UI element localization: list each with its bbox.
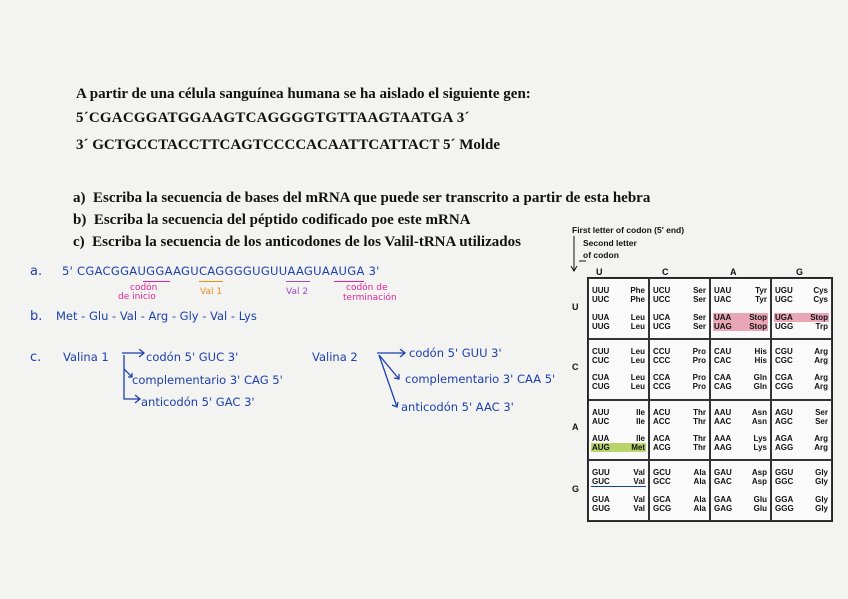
amino-acid-text: Ser xyxy=(693,295,706,305)
codon-row xyxy=(713,495,768,504)
amino-acid-text: Glu xyxy=(753,494,767,504)
codon-cell xyxy=(710,278,771,339)
codon-cell xyxy=(771,278,832,339)
codon-cell xyxy=(588,278,649,339)
codon-pair xyxy=(774,495,829,513)
table-title: First letter of codon (5' end) xyxy=(572,225,685,235)
codon-cell xyxy=(771,400,832,461)
amino-acid-text: Ala xyxy=(693,494,706,504)
codon-text: CCA xyxy=(653,373,671,383)
codon-text: GUA xyxy=(592,495,610,505)
codon-pair xyxy=(713,434,768,452)
codon-row xyxy=(713,347,768,356)
amino-acid-text: Leu xyxy=(630,312,645,322)
codon-text: CUU xyxy=(592,346,610,356)
amino-acid-text: Stop xyxy=(749,321,767,331)
question-a xyxy=(73,190,650,207)
codon-text: AAU xyxy=(714,407,732,417)
codon-text: ACC xyxy=(653,416,671,426)
codon-row xyxy=(591,417,646,426)
amino-acid-text: Val xyxy=(633,495,645,505)
question-a-letter: a) xyxy=(73,190,86,206)
codon-text: CCC xyxy=(653,355,671,365)
codon-text: CCG xyxy=(653,382,671,392)
codon-pair xyxy=(774,434,829,452)
amino-acid-text: Pro xyxy=(692,382,706,392)
codon-pair xyxy=(774,347,829,365)
codon-row xyxy=(652,408,707,417)
question-c xyxy=(73,234,521,251)
codon-pair xyxy=(591,468,646,487)
amino-acid-text: Thr xyxy=(693,407,706,417)
codon-text: CAA xyxy=(714,373,732,383)
codon-cell xyxy=(649,400,710,461)
amino-acid-text: Leu xyxy=(630,373,645,383)
col-letter-g: G xyxy=(796,267,804,277)
codon-row xyxy=(713,373,768,382)
codon-row xyxy=(774,477,829,486)
val2-label: Val 2 xyxy=(286,287,309,297)
answer-a-mrna: 5' CGACGGAUGGAAGUCAGGGGUGUUAAGUAAUGA 3' xyxy=(62,264,380,278)
codon-row xyxy=(713,313,768,322)
codon-text: UCU xyxy=(653,286,671,296)
codon-row xyxy=(591,286,646,295)
codon-pair xyxy=(774,408,829,426)
codon-row xyxy=(774,417,829,426)
valina2-complementario: complementario 3' CAA 5' xyxy=(405,372,556,386)
codon-text: CCU xyxy=(653,346,671,356)
codon-pair xyxy=(774,468,829,486)
amino-acid-text: Pro xyxy=(692,373,706,383)
codon-row xyxy=(652,373,707,382)
codon-row xyxy=(774,495,829,504)
amino-acid-text: Val xyxy=(633,504,645,514)
codon-text: UGU xyxy=(775,286,793,296)
question-b xyxy=(73,212,470,229)
codon-row xyxy=(652,322,707,331)
val2-bracket xyxy=(286,281,310,282)
codon-text: AUA xyxy=(592,434,610,444)
amino-acid-text: Ser xyxy=(815,416,828,426)
codon-text: GCG xyxy=(653,503,672,513)
codon-row xyxy=(774,382,829,391)
codon-text: ACA xyxy=(653,434,671,444)
codon-row xyxy=(591,373,646,382)
codon-table xyxy=(587,277,833,522)
amino-acid-text: Ser xyxy=(693,286,706,296)
answer-b-label: b. xyxy=(30,309,43,324)
amino-acid-text: Lys xyxy=(753,443,767,453)
codon-row xyxy=(713,468,768,477)
codon-row xyxy=(774,322,829,331)
amino-acid-text: Leu xyxy=(630,355,645,365)
amino-acid-text: Leu xyxy=(630,346,645,356)
codon-text: UUU xyxy=(592,286,610,296)
codon-row xyxy=(713,295,768,304)
amino-acid-text: Leu xyxy=(630,382,645,392)
codon-text: CAC xyxy=(714,355,732,365)
row-letter-g: G xyxy=(572,484,580,494)
amino-acid-text: Ala xyxy=(693,477,706,487)
codon-row xyxy=(591,495,646,504)
amino-acid-text: Arg xyxy=(814,382,828,392)
codon-cell xyxy=(771,460,832,521)
codon-text: CAG xyxy=(714,382,732,392)
codon-text: CUG xyxy=(592,382,610,392)
valina1-label: Valina 1 xyxy=(63,350,109,364)
valina2-codon: codón 5' GUU 3' xyxy=(409,346,502,360)
amino-acid-text: Ser xyxy=(693,312,706,322)
codon-text: ACG xyxy=(653,443,671,453)
amino-acid-text: Ile xyxy=(636,434,645,444)
codon-cell xyxy=(710,460,771,521)
valina2-anticodon: anticodón 5' AAC 3' xyxy=(401,400,514,414)
codon-text: UAC xyxy=(714,295,732,305)
codon-cell xyxy=(710,400,771,461)
codon-pair xyxy=(774,373,829,391)
question-c-text: Escriba la secuencia de los anticodones de los Valil-tRNA utilizados xyxy=(92,234,521,250)
codon-row xyxy=(713,408,768,417)
codon-text: GGG xyxy=(775,503,794,513)
codon-text: UGC xyxy=(775,295,793,305)
codon-row xyxy=(713,477,768,486)
amino-acid-text: Trp xyxy=(815,321,828,331)
codon-row xyxy=(591,408,646,417)
codon-text: UCA xyxy=(653,312,671,322)
codon-row xyxy=(713,504,768,513)
coding-strand: 5´CGACGGATGGAAGTCAGGGGTGTTAAGTAATGA 3´ xyxy=(76,110,470,126)
codon-row xyxy=(591,322,646,331)
codon-row xyxy=(652,443,707,452)
codon-text: GUU xyxy=(592,468,610,478)
codon-text: GCU xyxy=(653,468,671,478)
codon-row xyxy=(713,443,768,452)
codon-text: UUA xyxy=(592,312,610,322)
codon-term-label-2: terminación xyxy=(343,293,397,303)
codon-text: UGA xyxy=(775,312,793,322)
amino-acid-text: Val xyxy=(633,477,645,487)
codon-row xyxy=(774,504,829,513)
codon-text: GUC xyxy=(592,477,610,487)
codon-pair xyxy=(652,468,707,486)
codon-text: AGA xyxy=(775,434,793,444)
codon-text: GUG xyxy=(592,504,611,514)
codon-cell xyxy=(771,339,832,400)
codon-pair xyxy=(713,286,768,304)
amino-acid-text: Cys xyxy=(813,295,828,305)
codon-row xyxy=(713,322,768,331)
codon-text: UAG xyxy=(714,321,732,331)
codon-row xyxy=(774,356,829,365)
codon-row xyxy=(591,382,646,391)
codon-text: CGA xyxy=(775,373,793,383)
codon-text: AUG xyxy=(592,443,610,453)
amino-acid-text: Gly xyxy=(815,468,828,478)
codon-pair xyxy=(713,347,768,365)
codon-row xyxy=(713,417,768,426)
codon-text: GAA xyxy=(714,494,732,504)
codon-text: GCC xyxy=(653,477,671,487)
codon-text: ACU xyxy=(653,407,671,417)
codon-row xyxy=(652,382,707,391)
codon-text: AAG xyxy=(714,443,732,453)
codon-text: AUU xyxy=(592,407,610,417)
amino-acid-text: Asp xyxy=(751,477,767,487)
codon-text: GAU xyxy=(714,468,732,478)
codon-row xyxy=(774,286,829,295)
amino-acid-text: Thr xyxy=(693,443,706,453)
codon-pair xyxy=(652,286,707,304)
amino-acid-text: Asn xyxy=(751,416,767,426)
codon-cell xyxy=(588,460,649,521)
amino-acid-text: His xyxy=(754,346,767,356)
valina1-complementario: complementario 3' CAG 5' xyxy=(132,373,283,387)
codon-text: AUC xyxy=(592,416,610,426)
codon-text: CGC xyxy=(775,355,793,365)
codon-pair xyxy=(774,313,829,331)
intro-text: A partir de una célula sanguínea humana se ha aislado el siguiente gen: xyxy=(76,86,531,102)
amino-acid-text: Phe xyxy=(630,295,645,305)
codon-pair xyxy=(591,286,646,304)
codon-pair xyxy=(774,286,829,304)
amino-acid-text: Pro xyxy=(692,346,706,356)
codon-pair xyxy=(591,373,646,391)
amino-acid-text: Glu xyxy=(753,503,767,513)
codon-text: AGC xyxy=(775,416,793,426)
codon-row xyxy=(652,286,707,295)
valina1-codon: codón 5' GUC 3' xyxy=(146,350,239,364)
codon-pair xyxy=(652,408,707,426)
col-letter-c: C xyxy=(662,267,669,277)
stop-codon-bracket xyxy=(334,281,364,282)
codon-row xyxy=(591,477,646,487)
codon-text: UGG xyxy=(775,321,794,331)
codon-cell xyxy=(588,400,649,461)
amino-acid-text: Cys xyxy=(813,286,828,296)
codon-pair xyxy=(652,373,707,391)
codon-row xyxy=(591,356,646,365)
codon-pair xyxy=(713,408,768,426)
amino-acid-text: Asp xyxy=(751,468,767,478)
codon-text: UUC xyxy=(592,295,610,305)
val1-bracket xyxy=(199,281,223,282)
amino-acid-text: Ser xyxy=(693,321,706,331)
codon-row xyxy=(652,313,707,322)
amino-acid-text: Arg xyxy=(814,443,828,453)
codon-text: CUA xyxy=(592,373,610,383)
codon-pair xyxy=(591,434,646,452)
codon-row xyxy=(591,295,646,304)
valina2-label: Valina 2 xyxy=(312,350,358,364)
amino-acid-text: Gly xyxy=(815,477,828,487)
codon-text: AGU xyxy=(775,407,793,417)
question-c-letter: c) xyxy=(73,234,85,250)
codon-text: GAC xyxy=(714,477,732,487)
codon-text: GAG xyxy=(714,503,733,513)
codon-cell xyxy=(649,339,710,400)
amino-acid-text: Thr xyxy=(693,434,706,444)
codon-row xyxy=(652,417,707,426)
table-axis-arrows xyxy=(570,236,588,276)
col-letter-a: A xyxy=(730,267,737,277)
amino-acid-text: Val xyxy=(633,468,645,478)
codon-pair xyxy=(713,313,768,331)
codon-row xyxy=(652,477,707,486)
codon-pair xyxy=(591,313,646,331)
amino-acid-text: Met xyxy=(631,443,645,453)
row-letter-c: C xyxy=(572,362,579,372)
codon-pair xyxy=(713,468,768,486)
codon-cell xyxy=(649,460,710,521)
amino-acid-text: Arg xyxy=(814,355,828,365)
codon-row xyxy=(591,443,646,452)
amino-acid-text: Gly xyxy=(815,494,828,504)
amino-acid-text: Ser xyxy=(815,407,828,417)
amino-acid-text: Thr xyxy=(693,416,706,426)
amino-acid-text: Ile xyxy=(636,416,645,426)
amino-acid-text: Gln xyxy=(753,373,767,383)
codon-pair xyxy=(652,434,707,452)
codon-row xyxy=(713,286,768,295)
amino-acid-text: Ala xyxy=(693,503,706,513)
codon-text: GGA xyxy=(775,494,794,504)
codon-pair xyxy=(591,347,646,365)
codon-row xyxy=(774,347,829,356)
codon-text: CUC xyxy=(592,355,610,365)
codon-row xyxy=(774,295,829,304)
codon-row xyxy=(774,468,829,477)
codon-pair xyxy=(713,373,768,391)
question-b-text: Escriba la secuencia del péptido codificado poe este mRNA xyxy=(93,212,471,228)
template-strand: 3´ GCTGCCTACCTTCAGTCCCCACAATTCATTACT 5´ Molde xyxy=(76,137,501,153)
codon-row xyxy=(774,408,829,417)
codon-text: AGG xyxy=(775,443,794,453)
table-second-letter-1: Second letter xyxy=(583,238,637,248)
codon-row xyxy=(652,347,707,356)
codon-text: AAC xyxy=(714,416,732,426)
codon-row xyxy=(591,434,646,443)
codon-cell xyxy=(588,339,649,400)
question-b-letter: b) xyxy=(73,212,87,228)
codon-text: GGU xyxy=(775,468,794,478)
codon-text: CAU xyxy=(714,346,732,356)
question-a-text: Escriba la secuencia de bases del mRNA que puede ser transcrito a partir de esta hebra xyxy=(93,190,651,206)
codon-row xyxy=(652,295,707,304)
codon-pair xyxy=(713,495,768,513)
amino-acid-text: Phe xyxy=(630,286,645,296)
codon-row xyxy=(652,434,707,443)
codon-row xyxy=(774,434,829,443)
codon-row xyxy=(652,468,707,477)
codon-term-label-1: codón de xyxy=(346,283,388,293)
codon-pair xyxy=(591,495,646,513)
answer-c-label: c. xyxy=(30,350,42,365)
codon-row xyxy=(652,504,707,513)
codon-text: GCA xyxy=(653,494,671,504)
amino-acid-text: Stop xyxy=(810,312,828,322)
amino-acid-text: Leu xyxy=(630,321,645,331)
amino-acid-text: Asn xyxy=(751,407,767,417)
codon-row xyxy=(591,468,646,477)
answer-b-peptide: Met - Glu - Val - Arg - Gly - Val - Lys xyxy=(56,309,257,323)
start-codon-bracket xyxy=(143,281,170,282)
codon-inicio-label-2: de inicio xyxy=(118,292,156,302)
amino-acid-text: Ile xyxy=(636,407,645,417)
codon-pair xyxy=(652,347,707,365)
amino-acid-text: Gly xyxy=(815,503,828,513)
amino-acid-text: His xyxy=(754,355,767,365)
codon-row xyxy=(591,504,646,513)
row-letter-a: A xyxy=(572,422,579,432)
codon-row xyxy=(591,347,646,356)
codon-inicio-label-1: codón xyxy=(130,283,158,293)
table-second-letter-2: of codon xyxy=(583,250,619,260)
amino-acid-text: Gln xyxy=(753,382,767,392)
codon-row xyxy=(774,313,829,322)
codon-text: CGU xyxy=(775,346,793,356)
codon-text: AAA xyxy=(714,434,732,444)
codon-cell xyxy=(649,278,710,339)
amino-acid-text: Arg xyxy=(814,346,828,356)
codon-pair xyxy=(652,313,707,331)
amino-acid-text: Arg xyxy=(814,373,828,383)
codon-text: UAA xyxy=(714,312,732,322)
codon-text: UCG xyxy=(653,321,671,331)
codon-text: UUG xyxy=(592,321,610,331)
amino-acid-text: Ala xyxy=(693,468,706,478)
codon-row xyxy=(652,356,707,365)
amino-acid-text: Lys xyxy=(753,434,767,444)
amino-acid-text: Arg xyxy=(814,434,828,444)
amino-acid-text: Stop xyxy=(749,312,767,322)
row-letter-u: U xyxy=(572,302,579,312)
val1-label: Val 1 xyxy=(200,287,223,297)
codon-cell xyxy=(710,339,771,400)
codon-row xyxy=(713,434,768,443)
codon-text: UAU xyxy=(714,286,732,296)
amino-acid-text: Tyr xyxy=(755,295,767,305)
amino-acid-text: Pro xyxy=(692,355,706,365)
codon-text: UCC xyxy=(653,295,671,305)
codon-row xyxy=(652,495,707,504)
codon-row xyxy=(774,373,829,382)
amino-acid-text: Tyr xyxy=(755,286,767,296)
col-letter-u: U xyxy=(596,267,603,277)
codon-row xyxy=(713,356,768,365)
codon-row xyxy=(713,382,768,391)
codon-pair xyxy=(591,408,646,426)
codon-row xyxy=(591,313,646,322)
codon-pair xyxy=(652,495,707,513)
codon-row xyxy=(774,443,829,452)
codon-text: CGG xyxy=(775,382,794,392)
answer-a-label: a. xyxy=(30,264,43,279)
codon-text: GGC xyxy=(775,477,794,487)
valina1-anticodon: anticodón 5' GAC 3' xyxy=(141,395,255,409)
